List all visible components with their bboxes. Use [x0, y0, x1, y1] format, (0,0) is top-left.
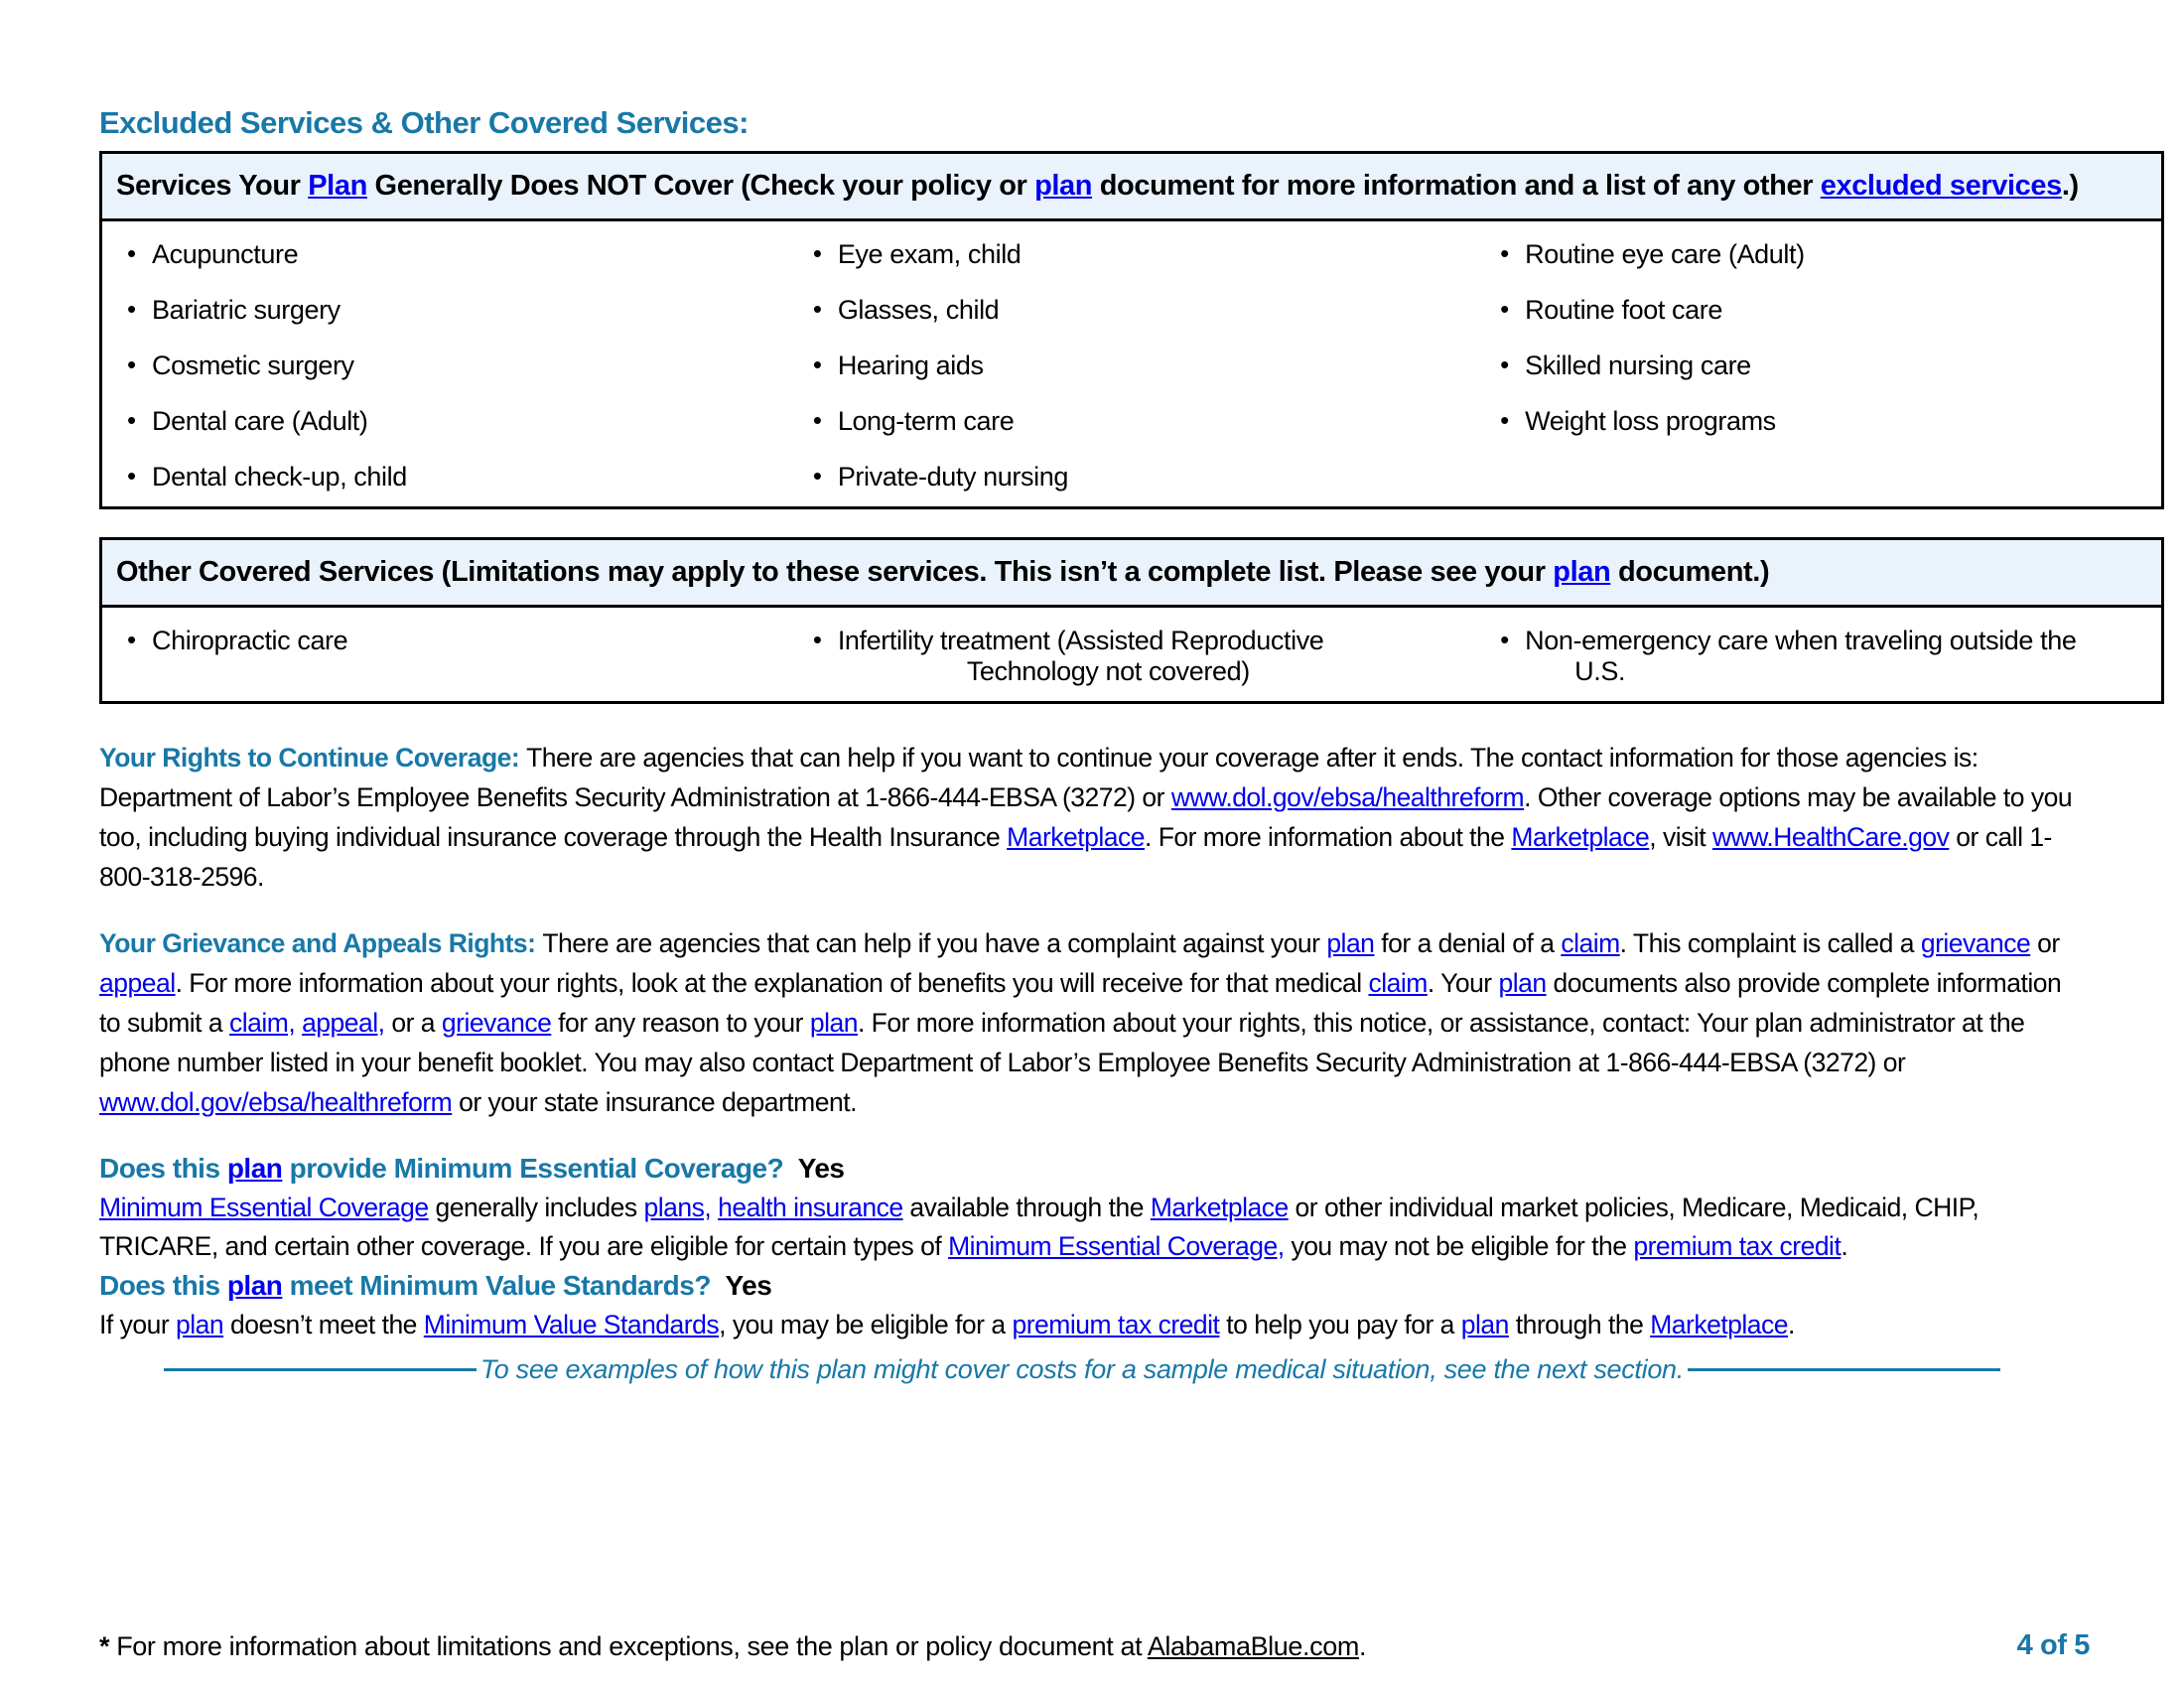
inline-link[interactable]: plan [1553, 556, 1611, 588]
inline-link[interactable]: appeal, [302, 1008, 385, 1038]
inline-link[interactable]: premium tax credit [1633, 1231, 1842, 1261]
inline-link[interactable]: health insurance [718, 1193, 903, 1222]
excluded-column-3 [1475, 220, 2162, 508]
text-run: documents also provide complete information to submit a [99, 968, 2062, 1038]
text-run: . Other coverage options may be available to you too, including buying individual insurance coverage through the Health Insurance [99, 782, 2073, 852]
other-column-3 [1475, 607, 2162, 703]
inline-link[interactable]: Minimum Essential Coverage [99, 1193, 429, 1222]
mec-paragraph [99, 1189, 2085, 1266]
list-item: • Dental care (Adult) [114, 406, 778, 437]
text-run: There are agencies that can help if you have a complaint against your [542, 928, 1327, 958]
table-row [101, 220, 2163, 508]
text-run: If your [99, 1310, 177, 1339]
inline-link[interactable]: plan [1326, 928, 1375, 958]
list-item: • Routine foot care [1487, 295, 2151, 326]
list-item: • Long-term care [800, 406, 1465, 437]
text-run: For more information about limitations and exceptions, see the plan or policy document at [116, 1631, 1148, 1661]
next-section-divider [164, 1354, 2000, 1385]
page-footer [99, 1629, 2090, 1662]
inline-link[interactable]: www.dol.gov/ebsa/healthreform [99, 1087, 453, 1117]
list-item: • Infertility treatment (Assisted Reproductive Technology not covered) [800, 626, 1465, 687]
text-run: . Your [1427, 968, 1499, 998]
rights-to-continue-paragraph [99, 738, 2085, 897]
excluded-column-2 [788, 220, 1475, 508]
text-run: document for more information and a list of any other [1092, 170, 1821, 202]
text-run: Other Covered Services (Limitations may apply to these services. This isn’t a complete list. Please see your [116, 556, 1554, 588]
text-run: or [2030, 928, 2060, 958]
text-run: Does this [99, 1153, 227, 1184]
mvs-question-heading [99, 1266, 2085, 1306]
inline-link[interactable]: claim [1561, 928, 1620, 958]
section-heading: Excluded Services & Other Covered Services: [99, 105, 749, 140]
text-run: There are agencies that can help if you want to continue your coverage after it ends. The contact information for those agencies is: Department of Labor’s Employee Benefits Security Administration at 1-866-444-EBSA (3272) or [99, 743, 1979, 812]
text-run: or your state insurance department. [452, 1087, 857, 1117]
excluded-table-header [101, 153, 2163, 220]
bullet-list [800, 239, 1465, 492]
list-item: • Glasses, child [800, 295, 1465, 326]
bullet-list [1487, 626, 2151, 687]
text-run: document.) [1610, 556, 1770, 588]
list-item: • Dental check-up, child [114, 462, 778, 492]
inline-link[interactable]: Marketplace [1511, 822, 1650, 852]
list-item: • Cosmetic surgery [114, 351, 778, 381]
text-run: . [1788, 1310, 1795, 1339]
excluded-column-1 [101, 220, 788, 508]
list-item: • Skilled nursing care [1487, 351, 2151, 381]
text-run: or call 1-800-318-2596. [99, 822, 2052, 892]
inline-link[interactable]: Marketplace [1150, 1193, 1289, 1222]
list-item: • Acupuncture [114, 239, 778, 270]
inline-link[interactable]: Minimum Value Standards [423, 1310, 720, 1339]
inline-link[interactable]: plan [809, 1008, 858, 1038]
text-run: for a denial of a [1374, 928, 1562, 958]
mvs-paragraph [99, 1306, 2085, 1344]
text-run: . This complaint is called a [1619, 928, 1921, 958]
text-run: to help you pay for a [1219, 1310, 1461, 1339]
inline-link[interactable]: plans, [643, 1193, 712, 1222]
text-run: * [99, 1631, 117, 1661]
list-item: • Hearing aids [800, 351, 1465, 381]
page-number: 4 of 5 [2016, 1629, 2090, 1661]
divider-text: To see examples of how this plan might cover costs for a sample medical situation, see the next section. [480, 1354, 1684, 1384]
list-item: • Non-emergency care when traveling outside the U.S. [1487, 626, 2151, 687]
text-run: you may not be eligible for the [1284, 1231, 1634, 1261]
text-run: or a [384, 1008, 442, 1038]
text-run: Your Rights to Continue Coverage: [99, 743, 527, 773]
list-item: • Bariatric surgery [114, 295, 778, 326]
text-run: , visit [1649, 822, 1712, 852]
grievance-appeals-paragraph [99, 923, 2085, 1122]
inline-link[interactable]: claim [1368, 968, 1428, 998]
divider-rule-left [164, 1368, 477, 1371]
other-column-1 [101, 607, 788, 703]
text-run: for any reason to your [551, 1008, 810, 1038]
text-run: , you may be eligible for a [719, 1310, 1013, 1339]
list-item: • Routine eye care (Adult) [1487, 239, 2151, 270]
text-run: Generally Does NOT Cover (Check your policy or [366, 170, 1035, 202]
mec-question-heading [99, 1149, 2085, 1189]
inline-link[interactable]: plan [226, 1153, 283, 1184]
text-run: . For more information about your rights, this notice, or assistance, contact: Your plan administrator at the phone number listed in your benefit booklet. You may also contact Department of Labor’s Employee Benefits Security Administration at 1-866-444-EBSA (3272) or [99, 1008, 2025, 1077]
other-table-header [101, 539, 2163, 607]
text-run: available through the [902, 1193, 1151, 1222]
text-run: .) [2061, 170, 2079, 202]
inline-link[interactable]: plan [176, 1310, 224, 1339]
inline-link[interactable]: Marketplace [1650, 1310, 1789, 1339]
text-run: doesn’t meet the [223, 1310, 424, 1339]
text-run: meet Minimum Value Standards? [282, 1270, 719, 1301]
inline-link[interactable]: AlabamaBlue.com [1147, 1631, 1359, 1661]
excluded-services-table [99, 151, 2164, 509]
text-run: Services Your [116, 170, 309, 202]
text-run: provide Minimum Essential Coverage? [282, 1153, 791, 1184]
bullet-list [114, 626, 778, 656]
bullet-list [114, 239, 778, 492]
inline-link[interactable]: claim, [228, 1008, 296, 1038]
list-item: • Weight loss programs [1487, 406, 2151, 437]
inline-link[interactable]: plan [226, 1270, 283, 1301]
text-run: . [1358, 1631, 1367, 1661]
text-run: Your Grievance and Appeals Rights: [99, 928, 543, 958]
text-run: through the [1508, 1310, 1651, 1339]
text-run: Yes [790, 1153, 845, 1184]
text-run: . [1841, 1231, 1848, 1261]
text-run: . For more information about the [1144, 822, 1512, 852]
text-run: generally includes [428, 1193, 644, 1222]
inline-link[interactable]: www.HealthCare.gov [1711, 822, 1950, 852]
text-run: or other individual market policies, Medicare, Medicaid, CHIP, TRICARE, and certain other coverage. If you are eligible for certain types of [99, 1193, 1979, 1261]
footnote [99, 1631, 1366, 1662]
other-column-2 [788, 607, 1475, 703]
bullet-list [800, 626, 1465, 687]
text-run: Yes [718, 1270, 772, 1301]
inline-link[interactable]: premium tax credit [1012, 1310, 1220, 1339]
inline-link[interactable]: plan [1498, 968, 1547, 998]
inline-link[interactable]: Marketplace [1007, 822, 1145, 852]
other-covered-services-table [99, 537, 2164, 704]
text-run: Does this [99, 1270, 227, 1301]
inline-link[interactable]: Minimum Essential Coverage, [948, 1231, 1285, 1261]
list-item: • Private-duty nursing [800, 462, 1465, 492]
inline-link[interactable]: excluded services [1820, 170, 2062, 202]
inline-link[interactable]: grievance [441, 1008, 552, 1038]
inline-link[interactable]: plan [1460, 1310, 1509, 1339]
text-run: . For more information about your rights, look at the explanation of benefits you will receive for that medical [175, 968, 1369, 998]
bullet-list [1487, 239, 2151, 437]
table-row [101, 607, 2163, 703]
inline-link[interactable]: grievance [1920, 928, 2031, 958]
divider-rule-right [1688, 1368, 2000, 1371]
inline-link[interactable]: Plan [308, 170, 367, 202]
list-item: • Eye exam, child [800, 239, 1465, 270]
inline-link[interactable]: appeal [99, 968, 176, 998]
inline-link[interactable]: www.dol.gov/ebsa/healthreform [1170, 782, 1525, 812]
list-item: • Chiropractic care [114, 626, 778, 656]
inline-link[interactable]: plan [1034, 170, 1093, 202]
